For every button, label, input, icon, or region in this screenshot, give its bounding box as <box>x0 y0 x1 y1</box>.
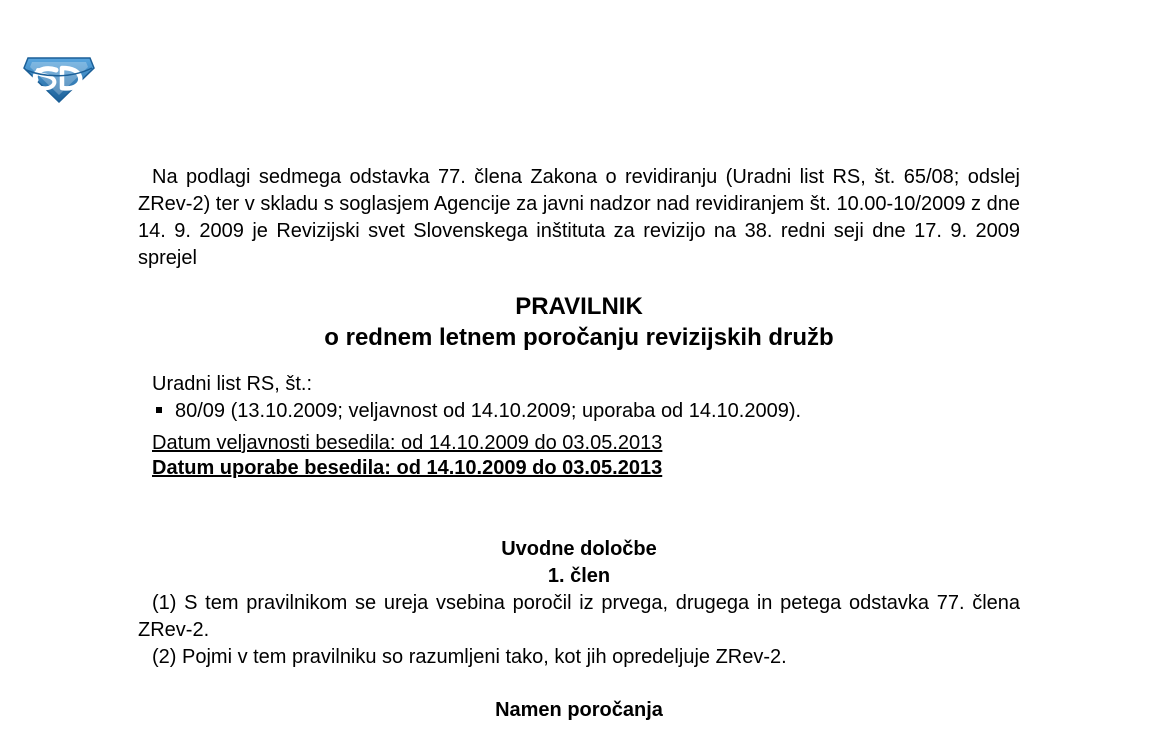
gazette-item-text: 80/09 (13.10.2009; veljavnost od 14.10.2009; uporaba od 14.10.2009). <box>175 400 802 422</box>
document-title: PRAVILNIK <box>515 293 643 320</box>
gazette-label: Uradni list RS, št.: <box>152 373 313 395</box>
article-1-paragraph-1: (1) S tem pravilnikom se ureja vsebina poročil iz prvega, drugega in petega odstavka 77. člena ZRev-2. <box>138 592 1020 641</box>
sd-logo-icon <box>22 50 96 104</box>
section-heading-purpose: Namen poročanja <box>495 699 663 721</box>
gazette-info <box>152 371 1020 425</box>
gazette-item <box>152 398 1020 425</box>
intro-paragraph: Na podlagi sedmega odstavka 77. člena Zakona o revidiranju (Uradni list RS, št. 65/08; odslej ZRev-2) ter v skladu s soglasjem Agencije za javni nadzor nad revidiranjem št. 10.00-10/2009 z dne 14. 9. 2009 je Revizijski svet Slovenskega inštituta za revizijo na 38. redni seji dne 17. 9. 2009 sprejel <box>138 166 1020 269</box>
document-page <box>138 164 1020 724</box>
use-date-text: Datum uporabe besedila: od 14.10.2009 do 03.05.2013 <box>152 457 663 479</box>
bullet-square-icon <box>156 407 162 413</box>
validity-dates <box>152 431 1020 481</box>
validity-date-text: Datum veljavnosti besedila: od 14.10.2009 do 03.05.2013 <box>152 432 663 454</box>
section-heading-introductory: Uvodne določbe <box>501 538 657 560</box>
document-subtitle: o rednem letnem poročanju revizijskih družb <box>324 324 834 351</box>
article-1-paragraph-2: (2) Pojmi v tem pravilniku so razumljeni tako, kot jih opredeljuje ZRev-2. <box>152 646 787 668</box>
article-heading-1: 1. člen <box>547 565 611 587</box>
